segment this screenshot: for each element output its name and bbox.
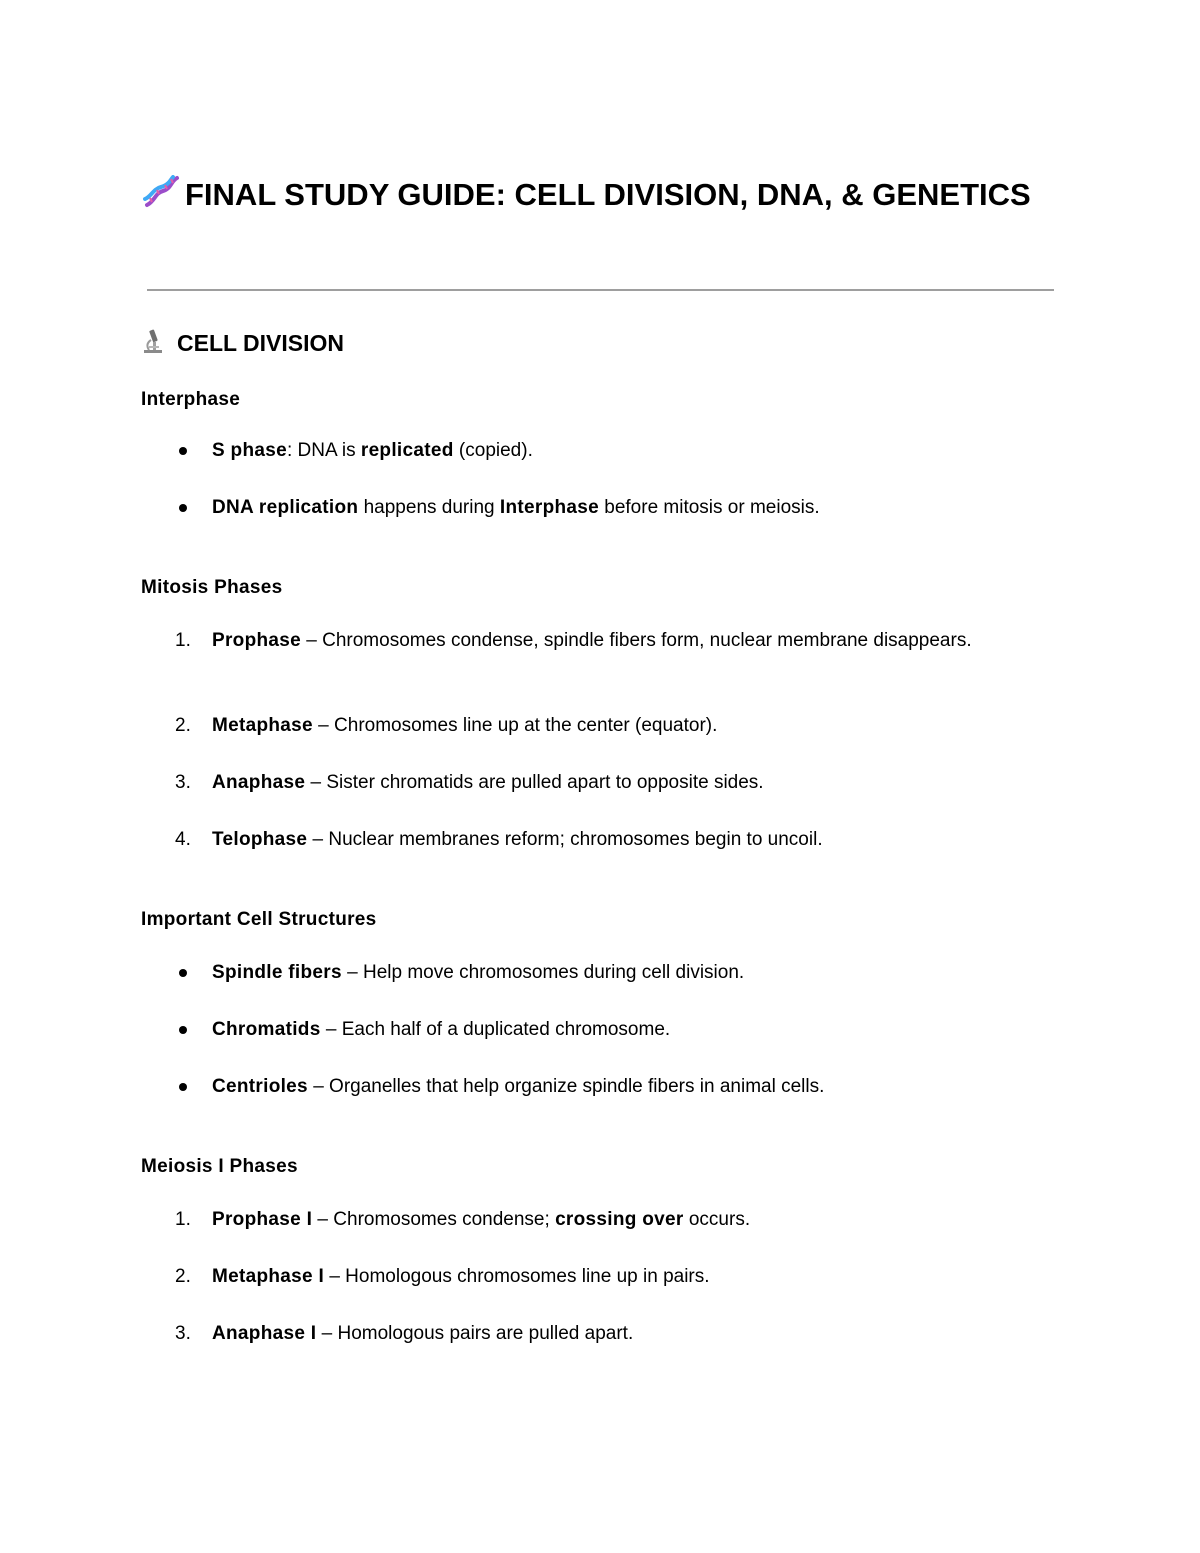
bullet-icon <box>179 447 187 455</box>
title-text: FINAL STUDY GUIDE: CELL DIVISION, DNA, & GENETICS <box>185 177 1031 212</box>
bullet-icon <box>179 1083 187 1091</box>
term: Anaphase I <box>212 1323 317 1344</box>
term: Telophase <box>212 829 308 850</box>
item-text: – Help move chromosomes during cell division. <box>341 962 745 983</box>
term: Centrioles <box>212 1076 308 1097</box>
list-number: 1. <box>175 630 191 651</box>
dna-icon <box>141 175 181 209</box>
list-number: 1. <box>175 1209 191 1230</box>
term: S phase <box>212 440 287 461</box>
microscope-icon <box>141 328 165 354</box>
item-text: – Sister chromatids are pulled apart to opposite sides. <box>305 772 764 793</box>
section-heading-cell-division <box>141 326 344 360</box>
term: Metaphase I <box>212 1266 325 1287</box>
term: Spindle fibers <box>212 962 342 983</box>
item-text: – Chromosomes condense; <box>312 1209 556 1230</box>
horizontal-divider <box>147 289 1054 291</box>
term: Metaphase <box>212 715 313 736</box>
item-text: occurs. <box>683 1209 751 1230</box>
item-text: – Homologous pairs are pulled apart. <box>316 1323 634 1344</box>
item-text: – Homologous chromosomes line up in pairs. <box>324 1266 710 1287</box>
subheading-cell-structures: Important Cell Structures <box>141 909 377 930</box>
list-number: 2. <box>175 715 191 736</box>
item-text: (copied). <box>453 440 533 461</box>
item-text: : DNA is <box>286 440 361 461</box>
list-number: 2. <box>175 1266 191 1287</box>
term: Anaphase <box>212 772 306 793</box>
subheading-meiosis-phases: Meiosis I Phases <box>141 1156 298 1177</box>
term: Interphase <box>499 497 599 518</box>
page-title <box>141 173 1041 217</box>
item-text: – Each half of a duplicated chromosome. <box>320 1019 671 1040</box>
subheading-mitosis-phases: Mitosis Phases <box>141 577 283 598</box>
list-number: 4. <box>175 829 191 850</box>
bullet-icon <box>179 1026 187 1034</box>
term: Prophase <box>212 630 301 651</box>
bullet-icon <box>179 504 187 512</box>
item-text: – Organelles that help organize spindle fibers in animal cells. <box>307 1076 825 1097</box>
term: Chromatids <box>212 1019 321 1040</box>
item-text: – Nuclear membranes reform; chromosomes begin to uncoil. <box>307 829 823 850</box>
list-number: 3. <box>175 1323 191 1344</box>
item-text: – Chromosomes line up at the center (equator). <box>312 715 718 736</box>
term: DNA replication <box>212 497 359 518</box>
item-text: happens during <box>358 497 500 518</box>
term: replicated <box>360 440 454 461</box>
item-text: before mitosis or meiosis. <box>598 497 820 518</box>
section-heading-text: CELL DIVISION <box>177 330 344 356</box>
list-number: 3. <box>175 772 191 793</box>
item-text: – Chromosomes condense, spindle fibers form, nuclear membrane disappears. <box>301 630 972 651</box>
bullet-icon <box>179 969 187 977</box>
term: crossing over <box>555 1209 684 1230</box>
term: Prophase I <box>212 1209 313 1230</box>
subheading-interphase: Interphase <box>141 389 241 410</box>
